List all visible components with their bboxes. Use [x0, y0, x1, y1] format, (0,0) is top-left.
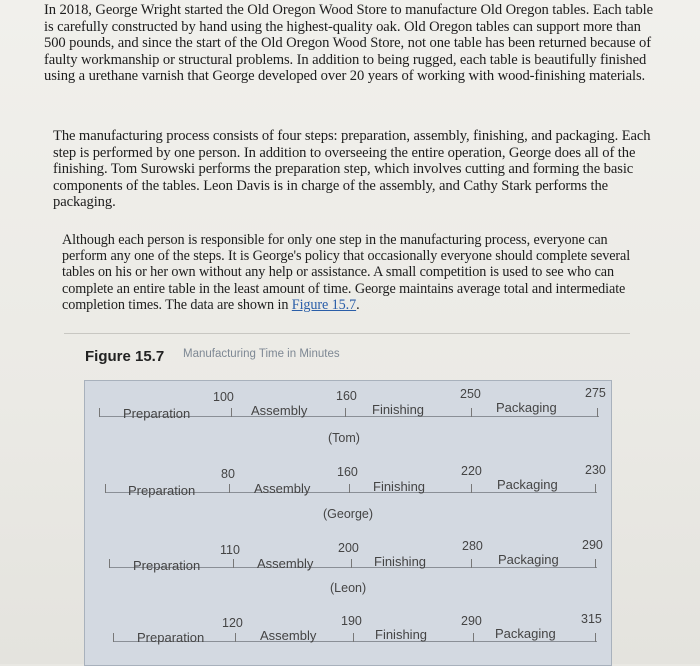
time-value: 275: [585, 386, 606, 400]
step-packaging: Packaging: [498, 552, 559, 567]
period: .: [356, 296, 360, 313]
tick: [113, 633, 114, 642]
time-value: 80: [221, 467, 235, 481]
step-packaging: Packaging: [495, 626, 556, 641]
time-value: 120: [222, 616, 243, 630]
figure-title: Figure 15.7: [85, 348, 165, 365]
time-value: 290: [461, 614, 482, 628]
step-assembly: Assembly: [257, 556, 314, 571]
figure-subtitle: Manufacturing Time in Minutes: [183, 348, 340, 360]
competition-paragraph: [62, 232, 654, 313]
tick: [345, 408, 346, 417]
step-preparation: Preparation: [133, 558, 201, 573]
time-value: 190: [341, 614, 362, 628]
tick: [351, 559, 352, 568]
time-value: 290: [582, 538, 603, 552]
worker-label: (Tom): [328, 431, 360, 445]
worker-label: (George): [323, 507, 374, 521]
tick: [231, 408, 232, 417]
competition-text: Although each person is responsible for only one step in the manufacturing process, everyone can perform any one of the steps. It is George's policy that occasionally everyone should complete several tables on his or her own without any help or assistance. A small competition is used to see who can complete an entire table in the least amount of time. George maintains average total and intermediate completion times. The data are shown in: [62, 232, 631, 313]
tick: [235, 633, 236, 642]
divider: [64, 333, 630, 334]
step-assembly: Assembly: [254, 481, 311, 496]
tick: [229, 484, 230, 493]
worker-label: (Leon): [330, 581, 367, 595]
step-assembly: Assembly: [260, 628, 317, 643]
step-preparation: Preparation: [123, 406, 191, 421]
step-finishing: Finishing: [374, 554, 427, 569]
tick: [473, 633, 474, 642]
time-value: 220: [461, 464, 482, 478]
step-preparation: Preparation: [137, 630, 205, 645]
process-paragraph: The manufacturing process consists of four steps: preparation, assembly, finishing, and packaging. Each step is performed by one person. In addition to overseeing the entire operation, George does all of the finishing. Tom Surowski performs the preparation step, which involves cutting and forming the basic components of the tables. Leon Davis is in charge of the assembly, and Cathy Stark performs the packaging.: [53, 128, 651, 211]
intro-paragraph: In 2018, George Wright started the Old Oregon Wood Store to manufacture Old Oregon tables. Each table is carefully constructed by hand using the highest-quality oak. Old Oregon tables can support more than 500 pounds, and since the start of the Old Oregon Wood Store, not one table has been returned because of faulty workmanship or structural problems. In addition to being rugged, each table is beautifully finished using a urethane varnish that George developed over 20 years of working with wood-finishing materials.: [44, 2, 654, 85]
step-assembly: Assembly: [251, 403, 308, 418]
time-value: 230: [585, 463, 606, 477]
tick: [595, 633, 596, 642]
tick: [109, 559, 110, 568]
time-value: 200: [338, 541, 359, 555]
tick: [105, 484, 106, 493]
tick: [471, 484, 472, 493]
step-finishing: Finishing: [372, 402, 425, 417]
time-value: 100: [213, 390, 234, 404]
step-packaging: Packaging: [497, 477, 558, 492]
time-value: 280: [462, 539, 483, 553]
figure-panel: [84, 380, 612, 666]
time-value: 160: [336, 389, 357, 403]
tick: [99, 408, 100, 417]
tick: [595, 484, 596, 493]
tick: [353, 633, 354, 642]
figure-link[interactable]: Figure 15.7: [291, 296, 357, 313]
tick: [597, 408, 598, 417]
time-value: 250: [460, 387, 481, 401]
tick: [471, 559, 472, 568]
tick: [595, 559, 596, 568]
time-value: 110: [220, 543, 240, 557]
time-value: 160: [337, 465, 358, 479]
time-value: 315: [581, 612, 602, 626]
step-preparation: Preparation: [128, 483, 196, 498]
step-finishing: Finishing: [373, 479, 426, 494]
tick: [233, 559, 234, 568]
tick: [471, 408, 472, 417]
step-finishing: Finishing: [375, 627, 428, 642]
tick: [349, 484, 350, 493]
step-packaging: Packaging: [496, 400, 557, 415]
